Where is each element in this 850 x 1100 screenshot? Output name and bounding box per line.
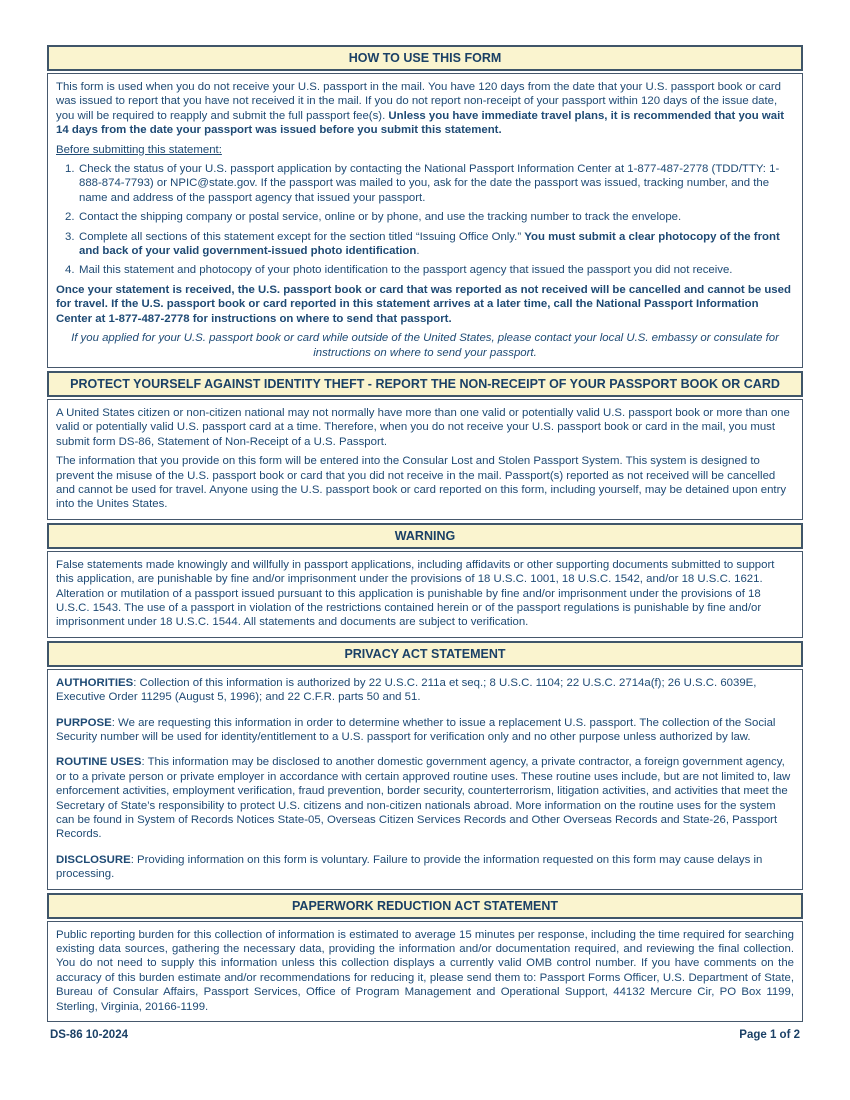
section-body-identity-theft <box>47 399 803 520</box>
text-run: : We are requesting this information in order to determine whether to issue a replacement U.S. passport. The collection of the Social Security number will be used for identity/entitlement to a U.S. passport for verification only and no other purpose unless authorized by law. <box>56 716 776 743</box>
disclosure-paragraph <box>56 853 794 882</box>
text-run: Once your statement is received, the U.S. passport book or card that was reported as not received will be cancelled and cannot be used for travel. If the U.S. passport book or card reported in this statement arrives at a later time, call the National Passport Information Center at 1-877-487-2778 for instructions on where to send that passport. <box>56 283 791 325</box>
text-run: DISCLOSURE <box>56 853 131 866</box>
text-run: Contact the shipping company or postal service, online or by phone, and use the tracking number to track the envelope. <box>79 211 682 224</box>
before-submitting-label <box>56 143 794 157</box>
text-run: ROUTINE USES <box>56 756 142 769</box>
section-title-warning: WARNING <box>47 523 803 549</box>
one-passport-paragraph <box>56 406 794 449</box>
text-run: . <box>416 245 420 258</box>
text-run: PURPOSE <box>56 716 112 729</box>
text-run: False statements made knowingly and willfully in passport applications, including affidavits or other supporting documents submitted to support this application, are punishable by fine and/or imprisonment under the provisions of 18 U.S.C. 1001, 18 U.S.C. 1542, and/or 18 U.S.C. 1621. Alteration or mutilation of a passport issued pursuant to this application is punishable by fine and/or imprisonment under the provisions of 18 U.S.C. 1543. The use of a passport in violation of the restrictions contained herein or of the passport regulations is punishable by fine and/or imprisonment under 18 U.S.C. 1544. All statements and documents are subject to verification. <box>56 558 775 629</box>
section-privacy-act <box>47 641 803 890</box>
text-run: Complete all sections of this statement except for the section titled “Issuing Office Only.” <box>79 230 525 243</box>
cancellation-paragraph <box>56 283 794 326</box>
text-run: : Collection of this information is authorized by 22 U.S.C. 211a et seq.; 8 U.S.C. 1104; 22 U.S.C. 2714a(f); 26 U.S.C. 6039E, Executive Order 11295 (August 5, 1996); and 22 C.F.R. parts 50 and 51. <box>56 676 757 704</box>
section-identity-theft <box>47 371 803 520</box>
section-title-paperwork-reduction: PAPERWORK REDUCTION ACT STATEMENT <box>47 893 803 919</box>
page-indicator: Page 1 of 2 <box>739 1029 800 1042</box>
text-run: Check the status of your U.S. passport application by contacting the National Passport Information Center at 1-877-487-2778 (TDD/TTY: 1-888-874-7793) or NPIC@state.gov. If the passport was mailed to you, ask for the date the passport was issued, tracking number, and the name and address of the passport agency that issued your passport. <box>79 163 780 204</box>
section-paperwork-reduction <box>47 893 803 1022</box>
text-run: Mail this statement and photocopy of your photo identification to the passport agency that issued the passport you did not receive. <box>79 264 733 277</box>
text-run: Unless you have immediate travel plans, it is recommended that you wait 14 days from the date your passport was issued before you submit this statement. <box>56 109 785 137</box>
form-number: DS-86 10-2024 <box>50 1029 128 1042</box>
text-run: : This information may be disclosed to another domestic government agency, a private contractor, a foreign government agency, or to a private person or private employer in accordance with certain approved routine uses. These routine uses include, but are not limited to, law enforcement activities, employment verification, fraud prevention, border security, counterterrorism, litigation activities, and activities that meet the Secretary of State’s responsibility to protect U.S. citizens and non-citizen nationals abroad. More information on the routine uses for the system can be found in System of Records Notices State-05, Overseas Citizen Services Records and Other Overseas Records and State-26, Passport Records. <box>56 756 791 841</box>
warning-paragraph <box>56 558 794 630</box>
overseas-note <box>56 331 794 360</box>
page-footer <box>47 1029 803 1041</box>
text-run: : Providing information on this form is voluntary. Failure to provide the information requested on this form may cause delays in processing. <box>56 853 763 881</box>
text-run: You must submit a clear photocopy of the front and back of your valid government-issued photo identification <box>79 230 780 258</box>
step-3 <box>56 230 794 259</box>
step-1 <box>56 162 794 205</box>
section-body-paperwork-reduction <box>47 921 803 1022</box>
text-run: A United States citizen or non-citizen national may not normally have more than one valid or potentially valid U.S. passport book or more than one valid or potentially valid U.S. passport card at a time. Therefore, when you do not receive your U.S. passport book or card in the mail, you must submit form DS-86, Statement of Non-Receipt of a U.S. Passport. <box>56 406 790 448</box>
text-run: The information that you provide on this form will be entered into the Consular Lost and Stolen Passport System. This system is designed to prevent the misuse of the U.S. passport book or card that you did not receive in the mail. Passport(s) reported as not received will be cancelled and cannot be used for travel. Anyone using the U.S. passport book or card reported on this form, including yourself, may be detained upon entry into the Unites States. <box>56 455 787 511</box>
section-title-privacy-act: PRIVACY ACT STATEMENT <box>47 641 803 667</box>
text-run: Public reporting burden for this collection of information is estimated to average 15 minutes per response, including the time required for searching existing data sources, gathering the necessary data, providing the information and/or documentation required, and reviewing the final collection. You do not need to supply this information unless this collection displays a currently valid OMB control number. If you have comments on the accuracy of this burden estimate and/or recommendations for reducing it, please send them to: Passport Forms Officer, U.S. Department of State, Bureau of Consular Affairs, Passport Services, Office of Program Management and Operational Support, 44132 Mercure Cir, PO Box 1199, Sterling, Virginia, 20166-1199. <box>56 928 794 1013</box>
routine-uses-paragraph <box>56 755 794 841</box>
section-body-privacy-act <box>47 669 803 890</box>
text-run: This form is used when you do not receive your U.S. passport in the mail. You have 120 days from the date that your U.S. passport book or card was issued to report that you have not received it in the mail. If you do not report non-receipt of your passport within 120 days of the issue date, you will be required to reapply and submit the full passport fee(s). <box>56 81 781 122</box>
text-run: Before submitting this statement: <box>56 143 222 156</box>
list-number: 3. <box>65 230 75 243</box>
section-body-warning <box>47 551 803 638</box>
authorities-paragraph <box>56 676 794 705</box>
step-2 <box>56 210 794 224</box>
text-run: AUTHORITIES <box>56 676 134 689</box>
clasp-system-paragraph <box>56 454 794 512</box>
list-number: 2. <box>65 211 75 224</box>
section-warning <box>47 523 803 638</box>
list-number: 1. <box>65 163 75 176</box>
section-title-how-to-use: HOW TO USE THIS FORM <box>47 45 803 71</box>
purpose-paragraph <box>56 716 794 745</box>
section-title-identity-theft: PROTECT YOURSELF AGAINST IDENTITY THEFT - REPORT THE NON-RECEIPT OF YOUR PASSPORT BOOK OR CARD <box>47 371 803 397</box>
section-how-to-use <box>47 45 803 368</box>
step-4 <box>56 263 794 277</box>
list-number: 4. <box>65 264 75 277</box>
intro-paragraph <box>56 80 794 138</box>
burden-paragraph <box>56 928 794 1014</box>
text-run: If you applied for your U.S. passport book or card while outside of the United States, please contact your local U.S. embassy or consulate for instructions on where to send your passport. <box>71 332 779 359</box>
section-body-how-to-use <box>47 73 803 368</box>
